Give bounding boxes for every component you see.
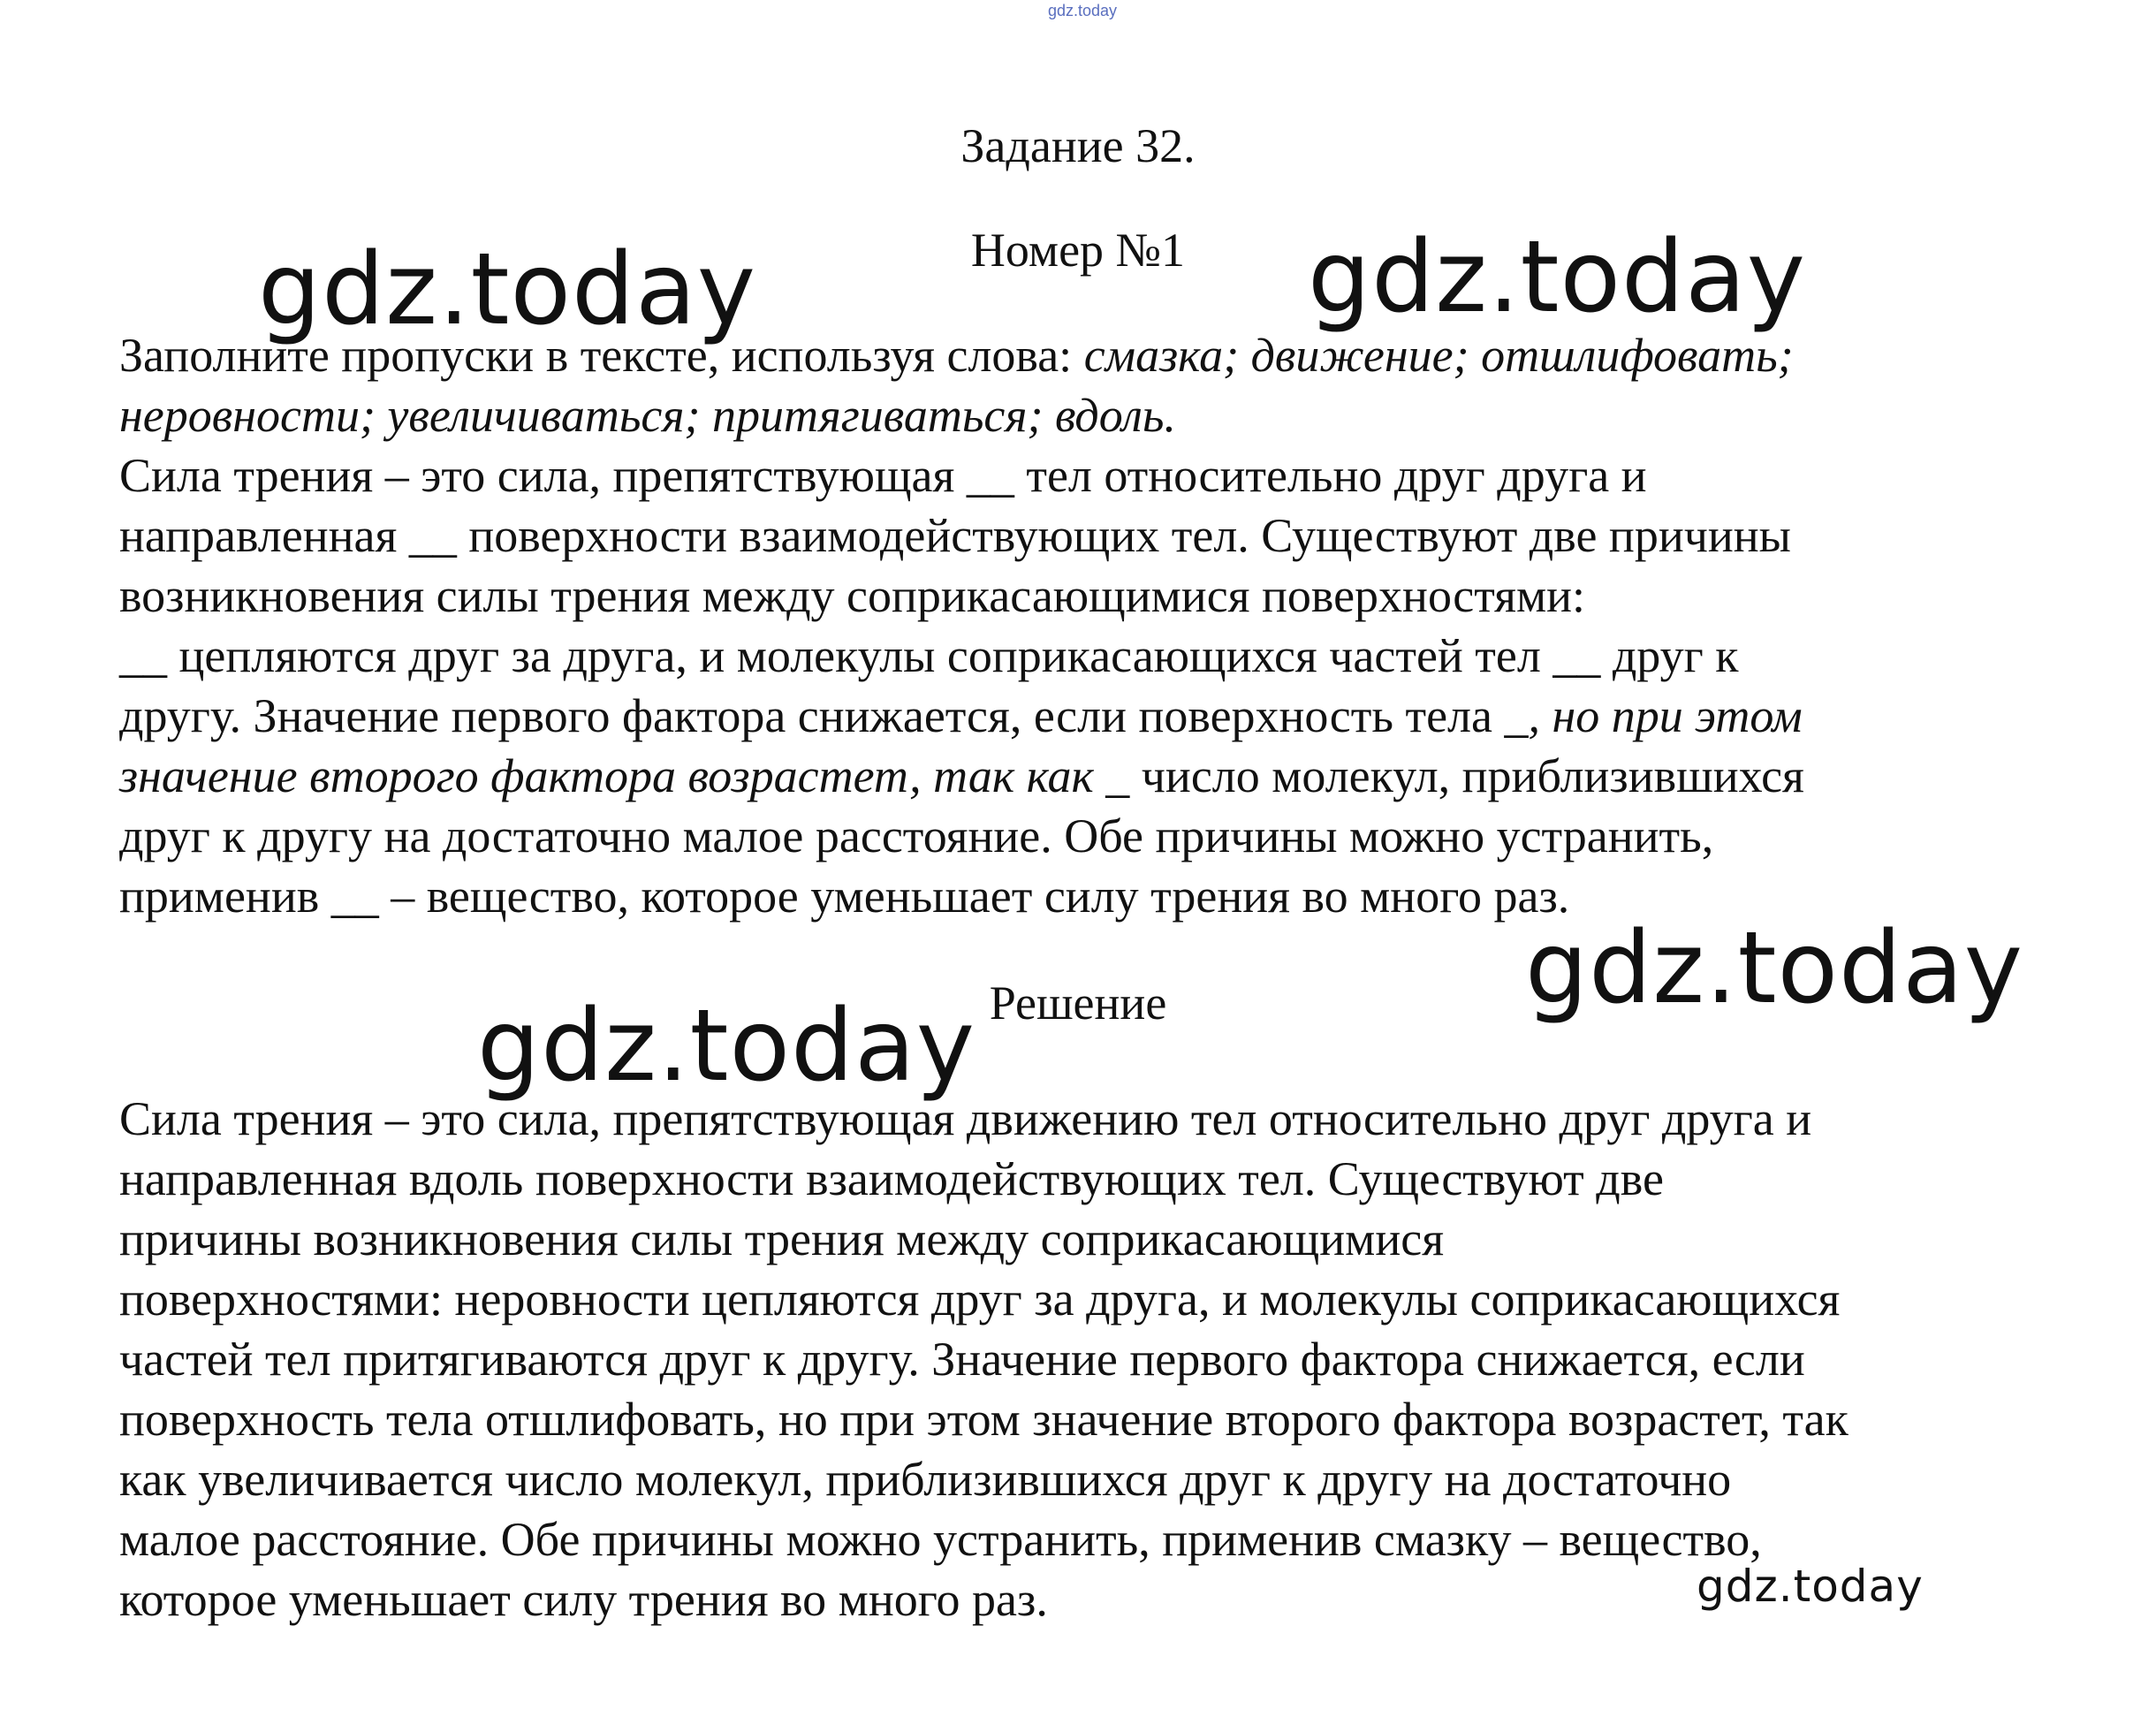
watermark: gdz.today <box>258 232 757 347</box>
task-line-1: Заполните пропуски в тексте, используя слова: смазка; движение; отшлифовать; <box>119 329 1794 382</box>
solution-line: как увеличивается число молекул, приблизившихся друг к другу на достаточно <box>119 1453 1732 1506</box>
solution-line: малое расстояние. Обе причины можно устранить, применив смазку – вещество, <box>119 1513 1762 1566</box>
watermark: gdz.today <box>1525 911 2024 1026</box>
solution-line: поверхность тела отшлифовать, но при этом значение второго фактора возрастет, так <box>119 1393 1849 1446</box>
top-watermark: gdz.today <box>1048 2 1118 19</box>
task-line-2: неровности; увеличиваться; притягиваться; вдоль. <box>119 389 1176 442</box>
solution-text <box>119 1089 2099 1630</box>
watermark: gdz.today <box>477 989 976 1104</box>
task-text <box>119 325 2099 926</box>
solution-line: которое уменьшает силу трения во много раз. <box>119 1573 1048 1626</box>
solution-line: Сила трения – это сила, препятствующая движению тел относительно друг друга и <box>119 1092 1812 1145</box>
solution-line: направленная вдоль поверхности взаимодействующих тел. Существуют две <box>119 1152 1664 1205</box>
task-line-10: применив __ – вещество, которое уменьшает силу трения во много раз. <box>119 870 1570 923</box>
solution-line: частей тел притягиваются друг к другу. Значение первого фактора снижается, если <box>119 1333 1805 1386</box>
solution-heading: Решение <box>989 976 1167 1029</box>
watermark: gdz.today <box>1308 220 1807 335</box>
task-number: Номер №1 <box>970 224 1186 277</box>
solution-line: причины возникновения силы трения между соприкасающимися <box>119 1212 1445 1265</box>
task-line-9: друг к другу на достаточно малое расстояние. Обе причины можно устранить, <box>119 809 1714 862</box>
watermark: gdz.today <box>1697 1561 1924 1612</box>
task-line-4: направленная __ поверхности взаимодействующих тел. Существуют две причины <box>119 509 1791 562</box>
task-title: Задание 32. <box>960 119 1196 172</box>
solution-line: поверхностями: неровности цепляются друг за друга, и молекулы соприкасающихся <box>119 1273 1841 1326</box>
task-line-8: значение второго фактора возрастет, так как _ число молекул, приблизившихся <box>119 749 1804 802</box>
task-line-5: возникновения силы трения между соприкасающимися поверхностями: <box>119 569 1586 622</box>
task-line-7: другу. Значение первого фактора снижается, если поверхность тела _, но при этом <box>119 689 1803 742</box>
task-line-6: __ цепляются друг за друга, и молекулы соприкасающихся частей тел __ друг к <box>119 629 1739 682</box>
task-line-3: Сила трения – это сила, препятствующая __ тел относительно друг друга и <box>119 449 1647 502</box>
